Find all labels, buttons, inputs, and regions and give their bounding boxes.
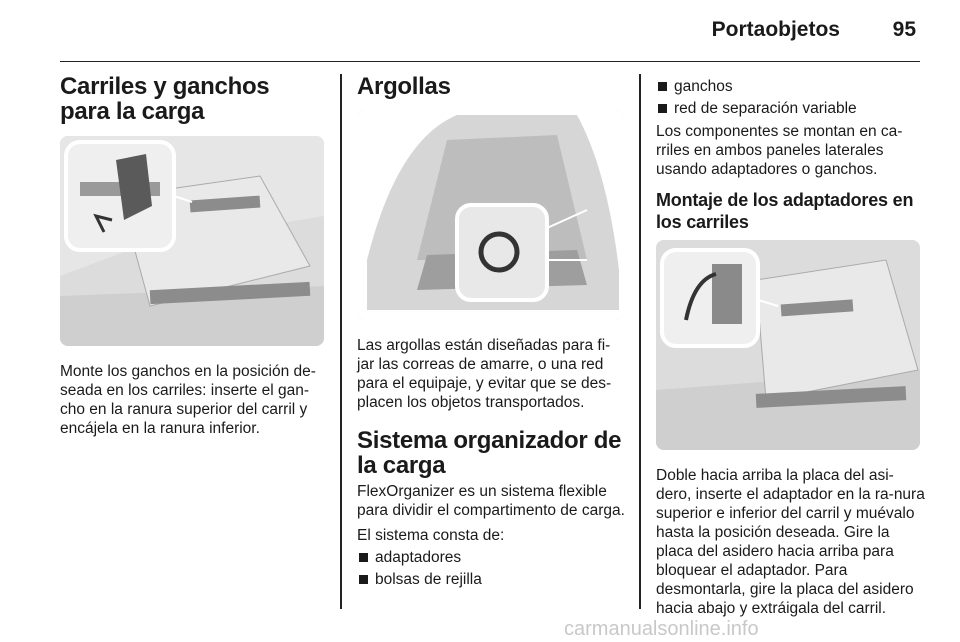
column-3 xyxy=(656,77,922,233)
mounting-adapters-drawing xyxy=(656,240,920,450)
bullet-icon xyxy=(658,104,667,113)
illustration-rails-hooks xyxy=(60,136,324,346)
bullet-icon xyxy=(359,553,368,562)
components-body: Los componentes se montan en ca-rriles en ambos paneles laterales usando adaptadores o ganchos. xyxy=(656,123,903,178)
column-2-text xyxy=(357,336,627,589)
organizer-intro: FlexOrganizer es un sistema flexible para dividir el compartimento de carga. xyxy=(357,483,625,519)
heading-mounting-adapters: Montaje de los adaptadores en los carriles xyxy=(656,190,914,232)
mounting-body: Doble hacia arriba la placa del asi-dero, inserte el adaptador en la ra-nura superior e inferior del carril y muévalo hasta la posición deseada. Gire la placa del asidero hacia arriba para bloquear el adaptador. Para desmontarla, gire la placa del asidero hacia abajo y extráigala del carril. xyxy=(656,467,925,617)
column-2 xyxy=(357,74,623,99)
illustration-argollas xyxy=(357,110,623,320)
list-item: adaptadores xyxy=(357,548,627,567)
organizer-list-intro: El sistema consta de: xyxy=(357,527,505,544)
list-item: ganchos xyxy=(656,77,922,96)
heading-argollas: Argollas xyxy=(357,73,451,100)
list-item: bolsas de rejilla xyxy=(357,570,627,589)
rails-hooks-drawing xyxy=(60,136,324,346)
page-number: 95 xyxy=(892,18,916,41)
argollas-drawing xyxy=(357,110,623,320)
heading-rails-hooks: Carriles y ganchos para la carga xyxy=(60,73,270,125)
column-divider xyxy=(340,74,342,609)
column-1-text xyxy=(60,362,330,438)
section-title: Portaobjetos xyxy=(711,18,840,41)
list-item: red de separación variable xyxy=(656,99,922,118)
column-3-text xyxy=(656,466,926,618)
bullet-icon xyxy=(658,82,667,91)
bullet-icon xyxy=(359,575,368,584)
heading-organizer: Sistema organizador de la carga xyxy=(357,427,622,479)
column-divider xyxy=(639,74,641,609)
watermark: carmanualsonline.info xyxy=(564,618,759,640)
illustration-mounting-adapters xyxy=(656,240,920,450)
column-1 xyxy=(60,74,324,124)
page-header xyxy=(60,0,920,62)
argollas-body: Las argollas están diseñadas para fi-jar las correas de amarre, o una red para el equipaje, y evitar que se des-placen los objetos transportados. xyxy=(357,337,612,411)
rails-hooks-body: Monte los ganchos en la posición de-seada en los carriles: inserte el gan-cho en la ranura superior del carril y encájela en la ranura inferior. xyxy=(60,363,316,437)
